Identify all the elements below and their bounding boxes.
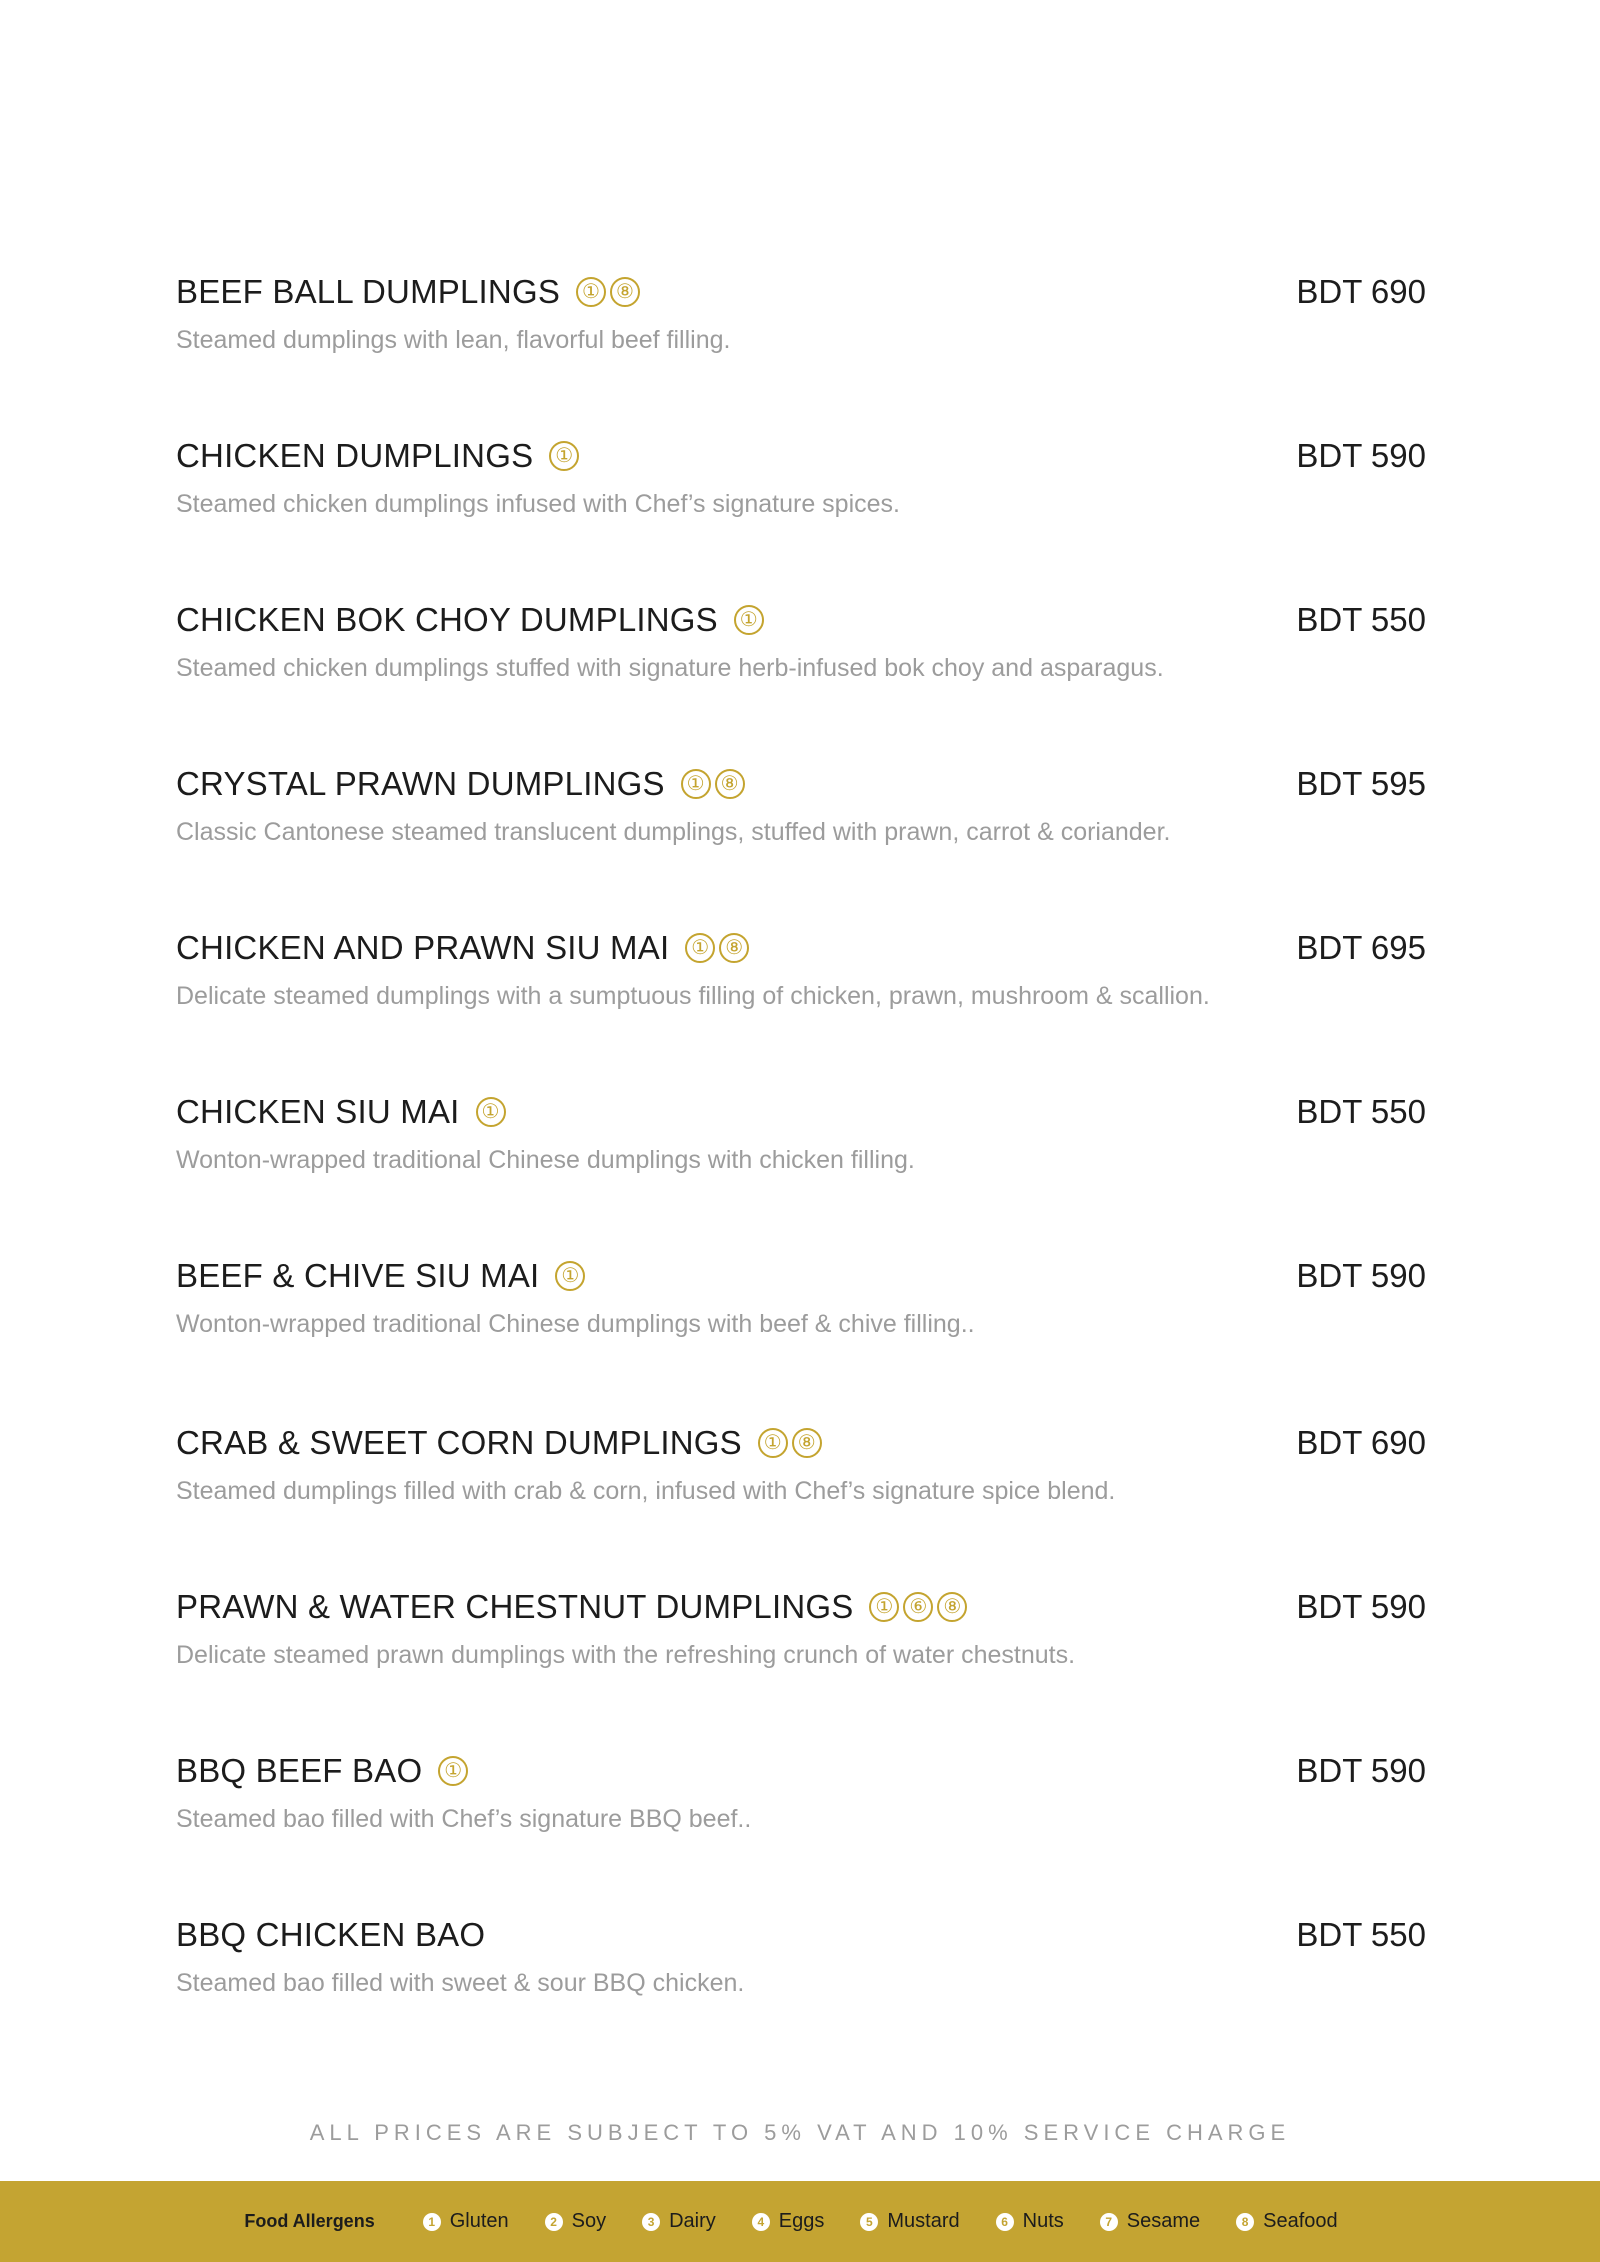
menu-item-name — [176, 1915, 485, 1955]
allergen-legend-item — [1100, 2210, 1200, 2233]
allergen-number-icon: 3 — [642, 2213, 660, 2231]
allergen-badge: ⑧ — [715, 769, 745, 799]
allergen-legend-label: Sesame — [1126, 2210, 1201, 2232]
allergen-badge: ① — [734, 605, 764, 635]
menu-item-name — [176, 436, 581, 476]
menu-item-title: BBQ BEEF BAO — [176, 1752, 423, 1789]
allergen-badge: ① — [576, 277, 606, 307]
menu-item-name — [176, 272, 642, 312]
allergen-badges — [574, 272, 642, 312]
menu-item — [176, 1256, 1426, 1356]
allergen-legend-item — [752, 2210, 825, 2233]
menu-item-name — [176, 1751, 470, 1791]
allergen-badge: ① — [549, 441, 579, 471]
menu-item-title: CHICKEN SIU MAI — [176, 1093, 460, 1130]
menu-item-description: Classic Cantonese steamed translucent dumplings, stuffed with prawn, carrot & coriander. — [176, 818, 1171, 846]
allergen-number-icon: 7 — [1100, 2213, 1118, 2231]
menu-item-name — [176, 1256, 587, 1296]
allergen-legend — [405, 2210, 1356, 2233]
allergen-legend-label: Nuts — [1022, 2210, 1064, 2232]
menu-item-description: Delicate steamed prawn dumplings with the refreshing crunch of water chestnuts. — [176, 1641, 1076, 1669]
allergen-legend-item — [1236, 2210, 1338, 2233]
allergen-legend-item — [642, 2210, 716, 2233]
allergen-number-icon: 8 — [1236, 2213, 1254, 2231]
price-note: ALL PRICES ARE SUBJECT TO 5% VAT AND 10% SERVICE CHARGE — [309, 2120, 1291, 2145]
menu-item — [176, 1915, 1426, 2015]
menu-item-price: BDT 690 — [1296, 273, 1426, 310]
allergen-badges — [436, 1751, 470, 1791]
allergen-legend-label: Gluten — [449, 2210, 509, 2232]
allergen-number-icon: 4 — [752, 2213, 770, 2231]
allergen-legend-label: Mustard — [887, 2210, 960, 2232]
allergen-legend-label: Seafood — [1263, 2210, 1338, 2232]
allergen-legend-item — [996, 2210, 1064, 2233]
menu-item-description: Steamed bao filled with sweet & sour BBQ chicken. — [176, 1969, 745, 1997]
menu-item-price: BDT 590 — [1296, 437, 1426, 474]
allergen-badges — [679, 764, 747, 804]
menu-item — [176, 1751, 1426, 1851]
menu-item-price: BDT 690 — [1296, 1424, 1426, 1461]
menu-item-price: BDT 590 — [1296, 1257, 1426, 1294]
menu-item-price: BDT 590 — [1296, 1588, 1426, 1625]
menu-item-name — [176, 764, 747, 804]
menu-item-title: CRYSTAL PRAWN DUMPLINGS — [176, 765, 665, 802]
menu-item-price: BDT 695 — [1296, 929, 1426, 966]
menu-item-name — [176, 600, 766, 640]
menu-item-title: CHICKEN DUMPLINGS — [176, 437, 534, 474]
menu-item — [176, 272, 1426, 372]
allergen-legend-item — [545, 2210, 606, 2233]
menu-item-title: BEEF & CHIVE SIU MAI — [176, 1257, 540, 1294]
allergen-badge: ⑧ — [610, 277, 640, 307]
allergen-badge: ⑧ — [937, 1592, 967, 1622]
allergen-legend-label: Dairy — [669, 2210, 716, 2232]
allergen-footer-title: Food Allergens — [244, 2211, 375, 2231]
allergen-legend-item — [423, 2210, 509, 2233]
allergen-number-icon: 2 — [545, 2213, 563, 2231]
menu-item-title: CHICKEN BOK CHOY DUMPLINGS — [176, 601, 718, 638]
allergen-badge: ① — [438, 1756, 468, 1786]
menu-item-description: Steamed bao filled with Chef’s signature BBQ beef.. — [176, 1805, 752, 1833]
menu-item-description: Steamed dumplings with lean, flavorful beef filling. — [176, 326, 731, 354]
allergen-badges — [756, 1423, 824, 1463]
allergen-badge: ① — [685, 933, 715, 963]
allergen-badge: ① — [681, 769, 711, 799]
menu-item-description: Steamed dumplings filled with crab & corn, infused with Chef’s signature spice blend. — [176, 1477, 1116, 1505]
allergen-number-icon: 6 — [996, 2213, 1014, 2231]
menu-list — [176, 0, 1426, 2100]
allergen-badge: ⑧ — [719, 933, 749, 963]
menu-item — [176, 600, 1426, 700]
allergen-badge: ① — [476, 1097, 506, 1127]
allergen-number-icon: 1 — [423, 2213, 441, 2231]
allergen-legend-label: Soy — [571, 2210, 607, 2232]
menu-item — [176, 1423, 1426, 1523]
allergen-number-icon: 5 — [860, 2213, 878, 2231]
menu-item-description: Steamed chicken dumplings stuffed with signature herb-infused bok choy and asparagus. — [176, 654, 1164, 682]
allergen-footer — [0, 2181, 1600, 2262]
menu-item-title: CHICKEN AND PRAWN SIU MAI — [176, 929, 670, 966]
menu-item-name — [176, 1587, 969, 1627]
allergen-badges — [553, 1256, 587, 1296]
menu-item-name — [176, 1423, 824, 1463]
menu-item — [176, 436, 1426, 536]
allergen-badge: ⑧ — [792, 1428, 822, 1458]
allergen-badge: ① — [758, 1428, 788, 1458]
allergen-badges — [867, 1587, 969, 1627]
menu-item — [176, 1587, 1426, 1687]
menu-item-description: Wonton-wrapped traditional Chinese dumplings with beef & chive filling.. — [176, 1310, 975, 1338]
menu-item-title: CRAB & SWEET CORN DUMPLINGS — [176, 1424, 742, 1461]
allergen-badges — [683, 928, 751, 968]
allergen-legend-item — [860, 2210, 959, 2233]
menu-item-description: Steamed chicken dumplings infused with Chef’s signature spices. — [176, 490, 900, 518]
allergen-badges — [474, 1092, 508, 1132]
menu-item-price: BDT 590 — [1296, 1752, 1426, 1789]
allergen-badge: ① — [555, 1261, 585, 1291]
menu-item-title: BBQ CHICKEN BAO — [176, 1916, 486, 1953]
menu-item-name — [176, 928, 751, 968]
menu-item-title: PRAWN & WATER CHESTNUT DUMPLINGS — [176, 1588, 854, 1625]
menu-item-price: BDT 550 — [1296, 1916, 1426, 1953]
menu-item-price: BDT 550 — [1296, 601, 1426, 638]
menu-item-description: Wonton-wrapped traditional Chinese dumplings with chicken filling. — [176, 1146, 915, 1174]
allergen-legend-label: Eggs — [778, 2210, 825, 2232]
allergen-badge: ① — [869, 1592, 899, 1622]
menu-item-title: BEEF BALL DUMPLINGS — [176, 273, 561, 310]
menu-item-price: BDT 550 — [1296, 1093, 1426, 1130]
menu-item-name — [176, 1092, 508, 1132]
allergen-badge: ⑥ — [903, 1592, 933, 1622]
menu-item — [176, 928, 1426, 1028]
menu-item-description: Delicate steamed dumplings with a sumptuous filling of chicken, prawn, mushroom & scallion. — [176, 982, 1210, 1010]
allergen-badges — [732, 600, 766, 640]
menu-item-price: BDT 595 — [1296, 765, 1426, 802]
menu-item — [176, 764, 1426, 864]
menu-item — [176, 1092, 1426, 1192]
allergen-badges — [547, 436, 581, 476]
